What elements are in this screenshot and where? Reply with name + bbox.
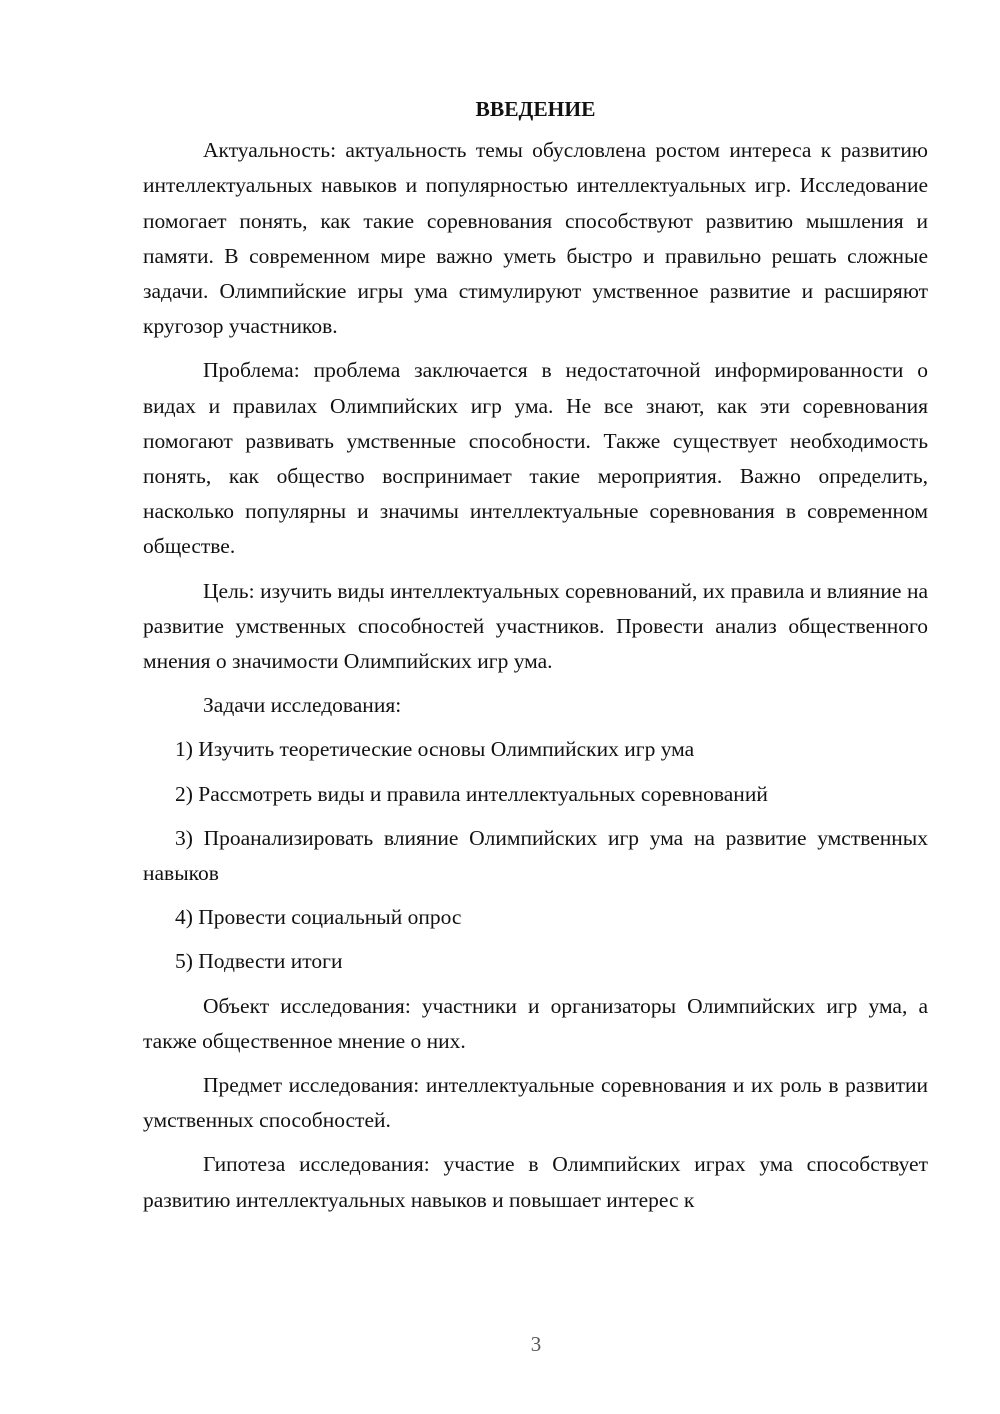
list-item: 1) Изучить теоретические основы Олимпийских игр ума (175, 737, 695, 762)
list-item: 4) Провести социальный опрос (175, 905, 462, 930)
paragraph-goal: Цель: изучить виды интеллектуальных соревнований, их правила и влияние на развитие умственных способностей участников. Провести анализ общественного мнения о значимости Олимпийских игр ума. (143, 578, 928, 674)
paragraph-subject: Предмет исследования: интеллектуальные соревнования и их роль в развитии умственных способностей. (143, 1073, 928, 1133)
list-item: 5) Подвести итоги (175, 949, 343, 974)
paragraph-problem: Проблема: проблема заключается в недостаточной информированности о видах и правилах Олимпийских игр ума. Не все знают, как эти соревнования помогают развивать умственные способности. Также существует необходимость понять, как общество воспринимает такие мероприятия. Важно определить, насколько популярны и значимы интеллектуальные соревнования в современном обществе. (143, 358, 928, 559)
paragraph-object: Объект исследования: участники и организаторы Олимпийских игр ума, а также общественное мнение о них. (143, 993, 928, 1053)
page-content (143, 92, 928, 1227)
paragraph-hypothesis: Гипотеза исследования: участие в Олимпийских играх ума способствует развитию интеллектуальных навыков и повышает интерес к (143, 1152, 928, 1212)
list-item: 3) Проанализировать влияние Олимпийских игр ума на развитие умственных навыков (143, 825, 928, 886)
list-item: 2) Рассмотреть виды и правила интеллектуальных соревнований (175, 781, 768, 806)
page-number: 3 (530, 1332, 542, 1356)
paragraph-tasks-heading: Задачи исследования: (203, 693, 402, 718)
paragraph-relevance: Актуальность: актуальность темы обусловлена ростом интереса к развитию интеллектуальных навыков и популярностью интеллектуальных игр. Исследование помогает понять, как такие соревнования способствуют развитию мышления и памяти. В современном мире важно уметь быстро и правильно решать сложные задачи. Олимпийские игры ума стимулируют умственное развитие и расширяют кругозор участников. (143, 138, 928, 339)
task-list (143, 732, 928, 979)
page-title: ВВЕДЕНИЕ (475, 97, 596, 121)
